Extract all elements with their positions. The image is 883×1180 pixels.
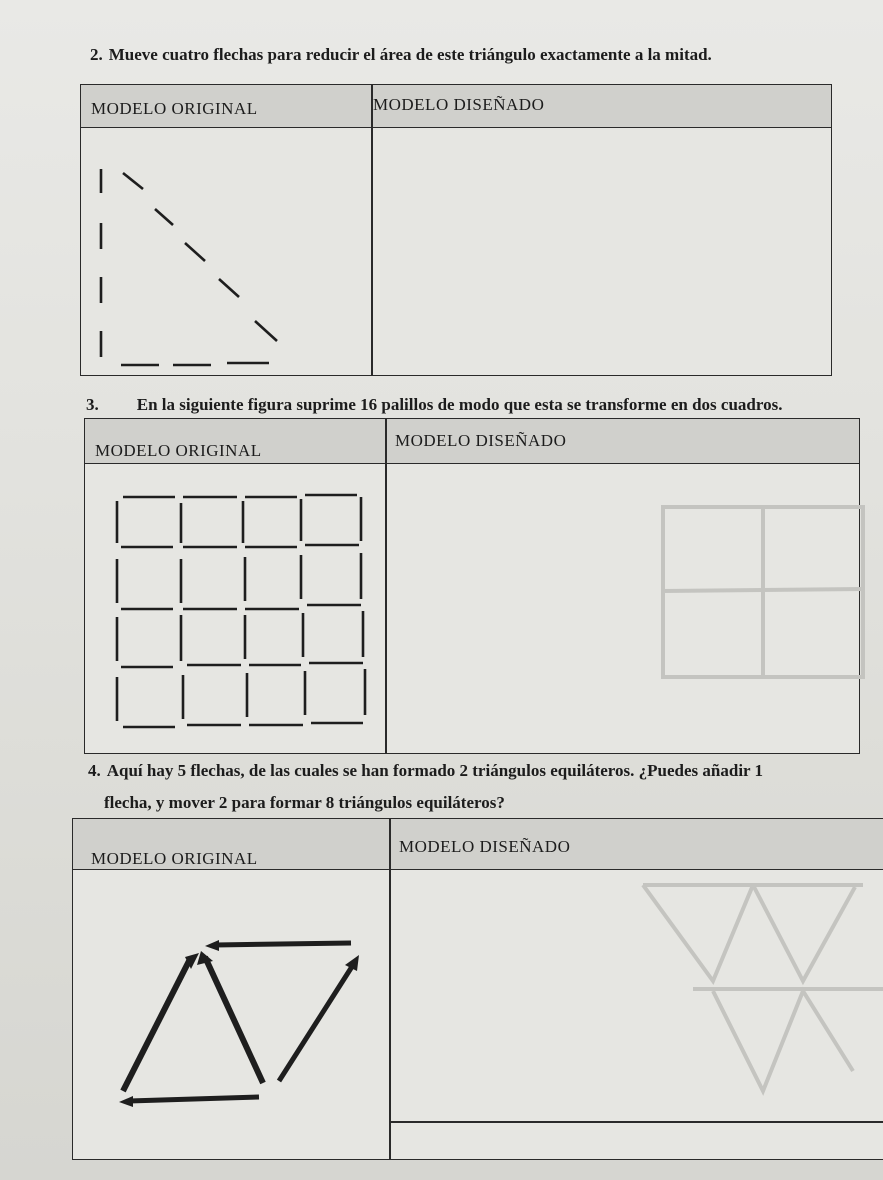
question-4-statement-line-2: flecha, y mover 2 para formar 8 triángulos equiláteros? bbox=[104, 793, 505, 812]
question-3-number: 3. bbox=[86, 395, 99, 414]
question-2-table bbox=[80, 84, 832, 376]
question-3-designed-label: MODELO DISEÑADO bbox=[395, 431, 567, 450]
question-4-text-line-2 bbox=[104, 792, 505, 814]
arrow-top bbox=[205, 940, 351, 951]
question-3-text bbox=[86, 394, 782, 416]
question-3-table bbox=[84, 418, 860, 754]
question-4-text-line-1 bbox=[88, 760, 763, 782]
arrow-bottom bbox=[119, 1096, 259, 1107]
question-3-original-label: MODELO ORIGINAL bbox=[95, 441, 262, 460]
arrow-left-diagonal bbox=[123, 953, 199, 1091]
triangle-bottom-sticks bbox=[121, 363, 269, 365]
question-2-designed-label: MODELO DISEÑADO bbox=[373, 95, 545, 114]
question-2-triangle-figure bbox=[81, 127, 371, 377]
arrow-right-diagonal bbox=[279, 955, 359, 1081]
question-3-bleed-through-squares bbox=[659, 501, 879, 691]
question-3-statement: En la siguiente figura suprime 16 palillos de modo que esta se transforme en dos cuadros. bbox=[136, 395, 783, 414]
question-2-number: 2. bbox=[90, 45, 103, 64]
question-4-column-divider bbox=[389, 819, 391, 1159]
question-2-original-label: MODELO ORIGINAL bbox=[91, 99, 258, 118]
question-4-table bbox=[72, 818, 883, 1160]
question-2-text bbox=[90, 44, 712, 66]
question-2-statement: Mueve cuatro flechas para reducir el área de este triángulo exactamente a la mitad. bbox=[108, 45, 712, 64]
question-4-answer-line bbox=[389, 1121, 883, 1123]
triangle-diagonal-sticks bbox=[123, 173, 277, 341]
question-4-number: 4. bbox=[88, 761, 101, 780]
question-2-column-divider bbox=[371, 85, 373, 375]
question-4-statement-line-1: Aquí hay 5 flechas, de las cuales se han formado 2 triángulos equiláteros. ¿Puedes añadir 1 bbox=[106, 761, 764, 780]
question-3-stick-grid-figure bbox=[85, 463, 385, 753]
question-3-column-divider bbox=[385, 419, 387, 753]
question-4-designed-label: MODELO DISEÑADO bbox=[399, 837, 571, 856]
arrow-middle-diagonal bbox=[197, 951, 263, 1083]
question-4-bleed-through-triangles bbox=[633, 881, 883, 1111]
question-4-original-label: MODELO ORIGINAL bbox=[91, 849, 258, 868]
question-4-arrows-figure bbox=[73, 869, 389, 1159]
